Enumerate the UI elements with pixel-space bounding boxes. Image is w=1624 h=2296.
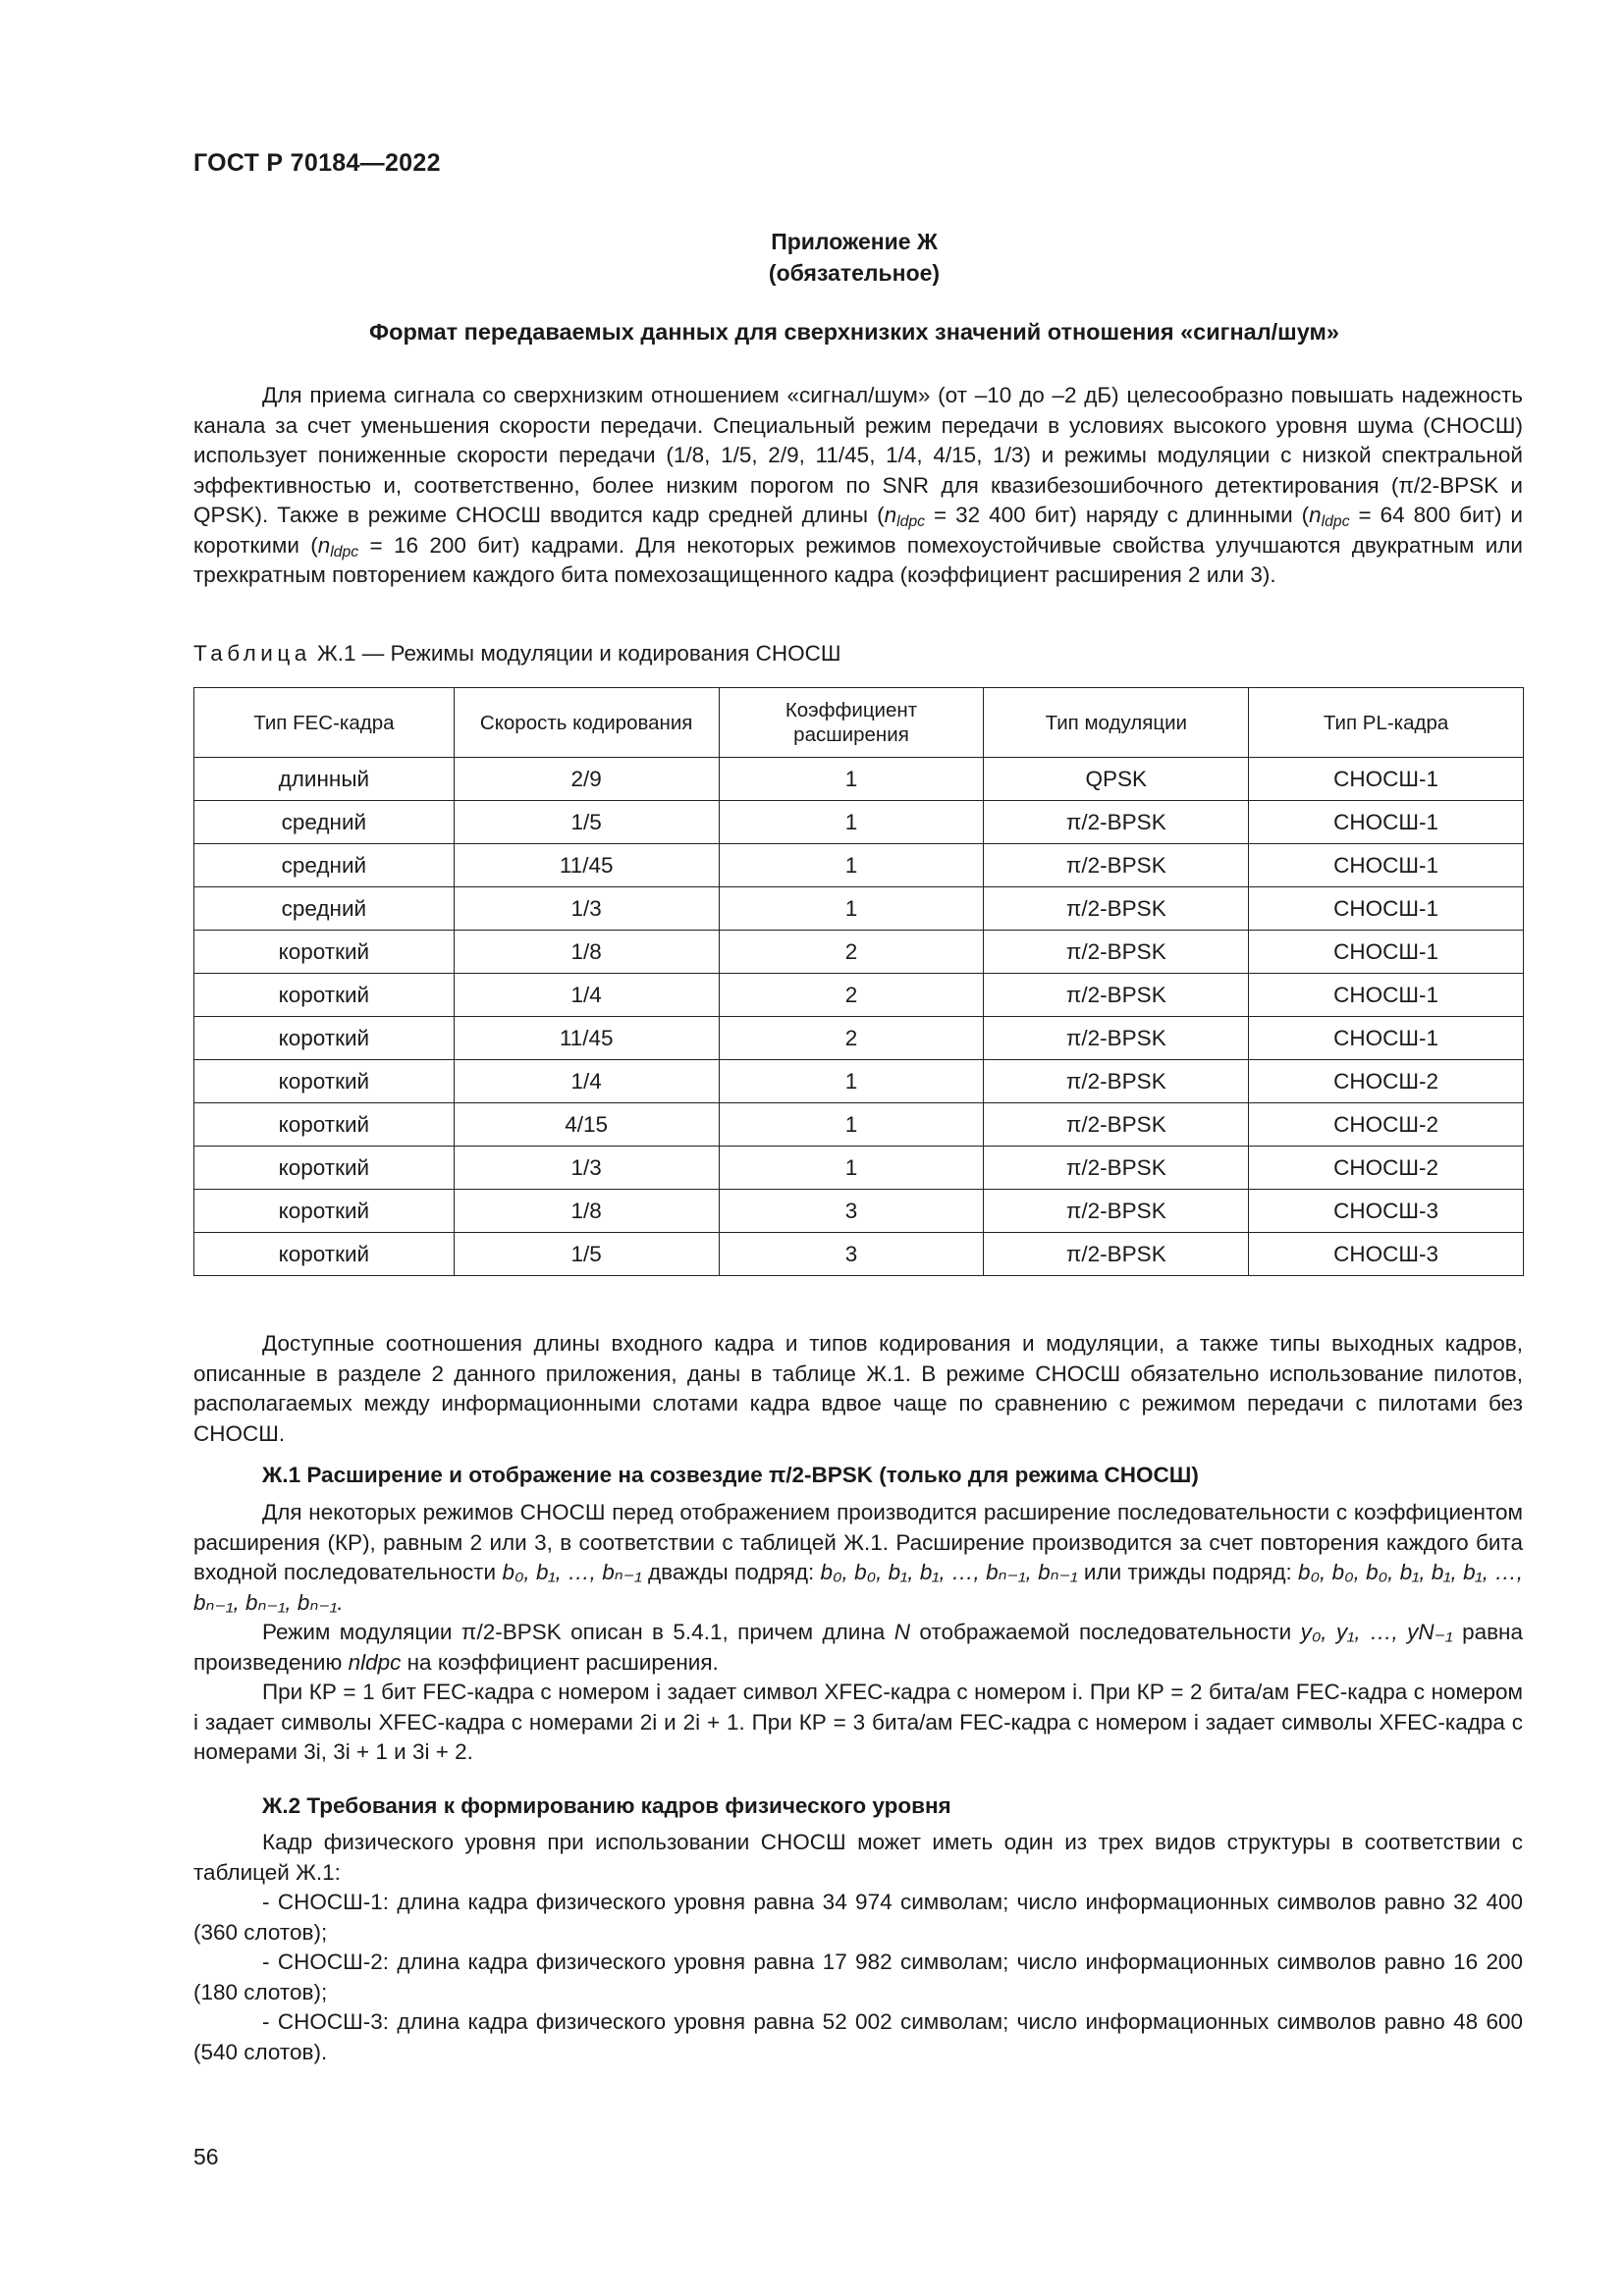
cell-code-rate: 1/5 [454,1233,719,1276]
s1p1-sequence: b₀, b₁, …, bₙ₋₁ [502,1560,642,1584]
section-1-paragraph-3: При КР = 1 бит FEC-кадра с номером i задает символ XFEC-кадра с номером i. При КР = 2 бита/ам FEC-кадра с номером i задает символы XFEC-кадра с номерами 2i и 2i + 1. При КР = 3 бита/ам FEC-кадра с номером i задает символы XFEC-кадра с номерами 3i, 3i + 1 и 3i + 2. [193,1680,1523,1764]
cell-spread-factor: 1 [719,1103,984,1147]
cell-modulation: π/2-BPSK [984,1190,1249,1233]
s1p1-twice: дважды подряд: [641,1560,821,1584]
table-header-row [194,688,1524,758]
section-2-list-item: - СНОСШ-2: длина кадра физического уровня равна 17 982 символам; число информационных символов равно 16 200 (180 слотов); [193,1949,1523,2004]
section-1-body [193,1498,1523,1768]
sub-ldpc: ldpc [1321,512,1350,530]
table-row [194,758,1524,801]
cell-pl-frame: СНОСШ-3 [1249,1190,1524,1233]
section-2-paragraph-1: Кадр физического уровня при использовании СНОСШ может иметь один из трех видов структуры в соответствии с таблицей Ж.1: [193,1830,1523,1885]
sub-ldpc: ldpc [896,512,925,530]
cell-pl-frame: СНОСШ-1 [1249,801,1524,844]
cell-modulation: π/2-BPSK [984,844,1249,887]
cell-fec-type: короткий [194,974,455,1017]
table-row [194,1233,1524,1276]
header-fec-type: Тип FEC-кадра [194,688,455,758]
s1p2-text: Режим модуляции π/2-BPSK описан в 5.4.1, причем длина [262,1620,894,1644]
table-row [194,801,1524,844]
cell-fec-type: короткий [194,1103,455,1147]
cell-spread-factor: 2 [719,1017,984,1060]
s1p2-end: равна произведению [193,1620,1523,1675]
cell-code-rate: 2/9 [454,758,719,801]
header-code-rate: Скорость кодирования [454,688,719,758]
section-2-list-item: - СНОСШ-3: длина кадра физического уровня равна 52 002 символам; число информационных символов равно 48 600 (540 слотов). [193,2009,1523,2064]
section-1-paragraph-2 [193,1618,1523,1678]
cell-code-rate: 1/4 [454,1060,719,1103]
cell-code-rate: 1/5 [454,801,719,844]
intro-text-part1: Для приема сигнала со сверхнизким отношением «сигнал/шум» (от –10 до –2 дБ) целесообразно повышать надежность канала за счет уменьшения скорости передачи. Специальный режим передачи в условиях высокого уровня шума (СНОСШ) использует пониженные скорости передачи (1/8, 1/5, 2/9, 11/45, 1/4, 4/15, 1/3) и режимы модуляции с низкой спектральной эффективностью и, соответственно, более низким порогом по SNR для квазибезошибочного детектирования (π/2-BPSK и QPSK). Также в режиме СНОСШ вводится кадр средней длины ( [193,383,1523,527]
cell-code-rate: 1/3 [454,1147,719,1190]
cell-pl-frame: СНОСШ-1 [1249,758,1524,801]
table-row [194,887,1524,931]
modes-table [193,687,1524,1276]
cell-code-rate: 1/4 [454,974,719,1017]
var-n: n [884,503,897,527]
cell-pl-frame: СНОСШ-1 [1249,844,1524,887]
cell-fec-type: средний [194,844,455,887]
s1p2-sequence: y₀, y₁, …, yN₋₁ [1300,1620,1453,1644]
cell-pl-frame: СНОСШ-1 [1249,1017,1524,1060]
table-caption-text: Ж.1 — Режимы модуляции и кодирования СНОСШ [310,641,841,666]
cell-fec-type: короткий [194,1147,455,1190]
table-row [194,1017,1524,1060]
var-n: n [1309,503,1322,527]
s1p1-thrice: или трижды подряд: [1077,1560,1299,1584]
section-2-body [193,1828,1523,2067]
cell-fec-type: средний [194,887,455,931]
sub-ldpc: ldpc [330,543,359,561]
cell-code-rate: 1/8 [454,1190,719,1233]
s1p2-tail: на коэффициент расширения. [401,1649,719,1675]
after-table-paragraph [193,1329,1523,1449]
cell-modulation: π/2-BPSK [984,801,1249,844]
annex-status: (обязательное) [768,260,941,286]
table-row [194,974,1524,1017]
cell-fec-type: средний [194,801,455,844]
cell-spread-factor: 1 [719,887,984,931]
header-modulation: Тип модуляции [984,688,1249,758]
annex-title: Приложение Ж [771,229,938,254]
page-number: 56 [193,2144,219,2169]
intro-text-part3: = 64 800 бит) и короткими ( [193,503,1523,558]
section-1-heading: Ж.1 Расширение и отображение на созвездие π/2-BPSK (только для режима СНОСШ) [262,1463,1199,1487]
table-caption-label: Таблица [193,641,311,666]
header-spread-factor [719,688,984,758]
cell-pl-frame: СНОСШ-1 [1249,974,1524,1017]
table-row [194,844,1524,887]
cell-code-rate: 1/8 [454,931,719,974]
var-n: n [317,532,331,558]
annex-heading [0,226,1624,289]
s1p2-nldpc: nldpc [348,1649,402,1675]
cell-fec-type: короткий [194,1190,455,1233]
cell-pl-frame: СНОСШ-2 [1249,1103,1524,1147]
cell-modulation: QPSK [984,758,1249,801]
cell-spread-factor: 1 [719,801,984,844]
cell-pl-frame: СНОСШ-1 [1249,931,1524,974]
cell-pl-frame: СНОСШ-1 [1249,887,1524,931]
s1p2-mid: отображаемой последовательности [909,1620,1301,1644]
cell-fec-type: короткий [194,1017,455,1060]
cell-pl-frame: СНОСШ-2 [1249,1147,1524,1190]
header-pl-frame: Тип PL-кадра [1249,688,1524,758]
intro-paragraph [193,381,1523,591]
s1p1-sequence-double: b₀, b₀, b₁, b₁, …, bₙ₋₁, bₙ₋₁ [820,1560,1078,1584]
cell-fec-type: короткий [194,931,455,974]
s1p1-sequence-triple: b₀, b₀, b₀, b₁, b₁, b₁, …, bₙ₋₁, bₙ₋₁, bₙ₋₁. [193,1560,1524,1615]
intro-text [193,381,1523,591]
cell-code-rate: 11/45 [454,844,719,887]
intro-text-part4: = 16 200 бит) кадрами. Для некоторых режимов помехоустойчивые свойства улучшаются двукратным или трехкратным повторением каждого бита помехозащищенного кадра (коэффициент расширения 2 или 3). [193,532,1523,587]
cell-modulation: π/2-BPSK [984,1060,1249,1103]
cell-spread-factor: 2 [719,931,984,974]
section-2-list-item: - СНОСШ-1: длина кадра физического уровня равна 34 974 символам; число информационных символов равно 32 400 (360 слотов); [193,1890,1523,1945]
cell-spread-factor: 2 [719,974,984,1017]
cell-code-rate: 4/15 [454,1103,719,1147]
after-table-text: Доступные соотношения длины входного кадра и типов кодирования и модуляции, а также типы выходных кадров, описанные в разделе 2 данного приложения, даны в таблице Ж.1. В режиме СНОСШ обязательно использование пилотов, располагаемых между информационными слотами кадра вдвое чаще по сравнению с режимом передачи с пилотами без СНОСШ. [193,1331,1523,1446]
cell-modulation: π/2-BPSK [984,974,1249,1017]
document-header-id: ГОСТ Р 70184—2022 [193,149,441,177]
cell-pl-frame: СНОСШ-3 [1249,1233,1524,1276]
section-title: Формат передаваемых данных для сверхнизких значений отношения «сигнал/шум» [369,319,1339,345]
table-row [194,931,1524,974]
cell-modulation: π/2-BPSK [984,1103,1249,1147]
cell-modulation: π/2-BPSK [984,931,1249,974]
section-1-paragraph-1 [193,1498,1523,1618]
cell-fec-type: длинный [194,758,455,801]
cell-code-rate: 1/3 [454,887,719,931]
cell-modulation: π/2-BPSK [984,1017,1249,1060]
cell-spread-factor: 1 [719,1147,984,1190]
cell-pl-frame: СНОСШ-2 [1249,1060,1524,1103]
cell-fec-type: короткий [194,1060,455,1103]
table-row [194,1103,1524,1147]
table-row [194,1190,1524,1233]
s1p1-text: Для некоторых режимов СНОСШ перед отображением производится расширение последовательности с коэффициентом расширения (КР), равным 2 или 3, в соответствии с таблицей Ж.1. Расширение производится за счет повторения каждого бита входной последовательности [193,1500,1523,1584]
cell-modulation: π/2-BPSK [984,1147,1249,1190]
table-row [194,1147,1524,1190]
cell-spread-factor: 1 [719,758,984,801]
cell-modulation: π/2-BPSK [984,1233,1249,1276]
header-spread-factor-text: Коэффициент расширения [785,699,918,746]
cell-code-rate: 11/45 [454,1017,719,1060]
cell-spread-factor: 3 [719,1233,984,1276]
cell-spread-factor: 1 [719,1060,984,1103]
table-row [194,1060,1524,1103]
intro-text-part2: = 32 400 бит) наряду с длинными ( [925,503,1310,527]
cell-fec-type: короткий [194,1233,455,1276]
section-2-heading: Ж.2 Требования к формированию кадров физического уровня [262,1793,951,1818]
cell-spread-factor: 3 [719,1190,984,1233]
cell-modulation: π/2-BPSK [984,887,1249,931]
s1p2-var-n: N [893,1620,910,1644]
cell-spread-factor: 1 [719,844,984,887]
table-caption [193,641,840,667]
